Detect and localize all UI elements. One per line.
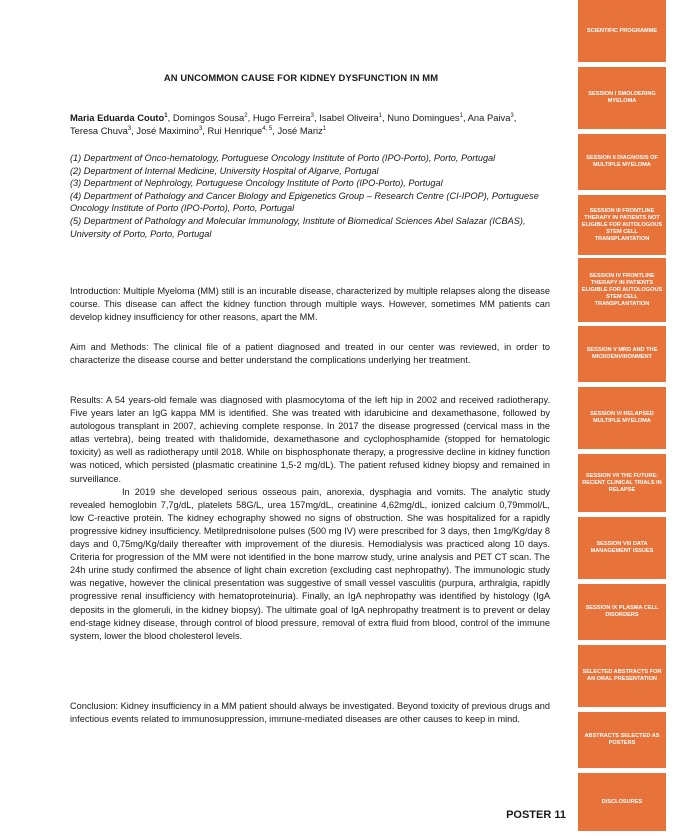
affiliation-item: (1) Department of Onco-hematology, Portuguese Oncology Institute of Porto (IPO-Porto), Porto, Portugal: [70, 153, 496, 163]
affiliation-item: (5) Department of Pathology and Molecular Immunology, Institute of Biomedical Sciences Abel Salazar (ICBAS), University of Porto, Porto, Portugal: [70, 215, 526, 239]
sidebar-item-abstracts-posters[interactable]: ABSTRACTS SELECTED AS POSTERS: [578, 712, 666, 768]
sidebar-item-disclosures[interactable]: DISCLOSURES: [578, 773, 666, 831]
results-paragraph: In 2019 she developed serious osseous pain, anorexia, dysphagia and vomits. The analytic study revealed hemoglobin 7,7g/dL, platelets 58G/L, urea 157mg/dL, creatinine 4,62mg/dL, ionized calcium 0,79mmol/L, low C-reactive protein. The kidney echography showed no signs of obstruction. She was hospitalized for a rapidly progressive kidney insufficiency. Metilprednisolone pulses (500 mg IV) were prescribed for 3 days, then 1mg/Kg/day 8 days and 0,75mg/Kg/daily thereafter with improvement of the diuresis. Hemodialysis was practiced along 10 days. Criteria for progression of the MM were not identified in the bone marrow study, urine analysis and PET CT scan. The 24h urine study confirmed the absence of light chain excretion (excluding cast nephropathy). The immunologic study was negative, however the clinical presentation was suggestive of small vessel vasculitis (purpura, arthralgia, rapidly progressive renal insufficiency with hematoproteinuria). Finally, an IgA nephropathy was identified by histology (IgA deposits in the glomeruli, in the kidney biopsy). The ultimate goal of IgA nephropathy treatment is to prevent or delay end-stage kidney disease, through control of blood pressure, removal of extra fluid from blood, control of the immune system, lower the blood cholesterol levels.: [70, 486, 550, 641]
sidebar-item-session-8[interactable]: SESSION VIII DATA MANAGEMENT ISSUES: [578, 517, 666, 579]
author-name: Domingos Sousa: [172, 112, 245, 123]
sidebar-item-session-9[interactable]: SESSION IX PLASMA CELL DISORDERS: [578, 584, 666, 640]
sidebar-item-session-5[interactable]: SESSION V MRD AND THE MICROENVIRONMENT: [578, 326, 666, 382]
introduction-paragraph: Introduction: Multiple Myeloma (MM) still is an incurable disease, characterized by multiple relapses along the disease course. This disease can affect the kidney function through multiple ways. However, sometimes MM patients can develop kidney insufficiency for other reasons, apart the MM.: [70, 286, 550, 323]
section-sidebar: [578, 0, 666, 836]
author-affiliation-mark: 2: [244, 112, 248, 119]
affiliation-item: (2) Department of Internal Medicine, University Hospital of Algarve, Portugal: [70, 165, 379, 176]
sidebar-item-session-6[interactable]: SESSION VI RELAPSED MULTIPLE MYELOMA: [578, 387, 666, 449]
author-affiliation-mark: 3: [198, 125, 203, 132]
aims-paragraph: Aim and Methods: The clinical file of a patient diagnosed and treated in our center was reviewed, in order to characterize the disease course and better understand the complications underlying her treatment.: [70, 342, 550, 366]
author-list: Maria Eduarda Couto$^1$, Domingos Sousa$^2$, Hugo Ferreira$^3$, Isabel Oliveira$^1$, Nuno Domingues$^1$, Ana Paiva$^3$, Teresa Chuva$^3$, José Maximino$^3$, Rui Henrique$^{4, 5}$, José Mariz$^1$: [70, 112, 517, 136]
author-affiliation-mark: 3: [510, 112, 514, 119]
sidebar-item-session-4[interactable]: SESSION IV FRONTLINE THERAPY IN PATIENTS ELIGIBLE FOR AUTOLOGOUS STEM CELL TRANSPLANTATION: [578, 258, 666, 322]
sidebar-item-session-2[interactable]: SESSION II DIAGNOSIS OF MULTIPLE MYELOMA: [578, 134, 666, 190]
author-name: Nuno Domingues: [387, 112, 460, 123]
author-affiliation-mark: 3: [310, 112, 314, 119]
results-section: [70, 394, 550, 643]
conclusion-paragraph: Conclusion: Kidney insufficiency in a MM patient should always be investigated. Beyond toxicity of previous drugs and infectious events related to immunosuppression, immune-mediated diseases are other causes to keep in mind.: [70, 701, 550, 725]
results-paragraph: Results: A 54 years-old female was diagnosed with plasmocytoma of the left hip in 2002 and received radiotherapy. Five years later an IgG kappa MM is identified. She was treated with idarubicine and dexamethasone, followed by autologous transplant in 2007, achieving complete response. In 2017 the disease progressed (cervical mass in the atlas vertebra), being treated with thalidomide, dexamethasone and cyclophosphamide (stopped for hematologic toxicity) as well as radiotherapy until 2018. While on bisphosphonate therapy, a progressive decline in kidney function was noticed, which persisted (plasmatic creatinine 1,5-2 mg/dL). The patient refused kidney biopsy and remained in surveillance.: [70, 395, 550, 484]
author-name: Hugo Ferreira: [252, 112, 311, 123]
author-affiliation-mark: 3: [127, 125, 132, 132]
author-name: José Mariz: [277, 125, 323, 136]
sidebar-item-selected-abstracts-oral[interactable]: SELECTED ABSTRACTS FOR AN ORAL PRESENTATION: [578, 645, 666, 707]
poster-label: POSTER 11: [506, 809, 566, 821]
author-name: Maria Eduarda Couto: [70, 112, 165, 123]
affiliation-item: (3) Department of Nephrology, Portuguese Oncology Institute of Porto (IPO-Porto), Portugal: [70, 178, 443, 189]
sidebar-item-session-3[interactable]: SESSION III FRONTLINE THERAPY IN PATIENTS NOT ELIGIBLE FOR AUTOLOGOUS STEM CELL TRANSPLANTATION: [578, 195, 666, 255]
author-name: José Maximino: [136, 125, 199, 136]
affiliation-list: [70, 152, 540, 240]
author-affiliation-mark: 1: [459, 112, 463, 119]
sidebar-item-scientific-programme[interactable]: SCIENTIFIC PROGRAMME: [578, 0, 666, 62]
author-name: Teresa Chuva: [70, 125, 128, 136]
sidebar-item-session-1[interactable]: SESSION I SMOLDERING MYELOMA: [578, 67, 666, 129]
author-affiliation-mark: 1: [322, 125, 327, 132]
author-affiliation-mark: 4, 5: [262, 125, 273, 132]
sidebar-item-session-7[interactable]: SESSION VII THE FUTURE: RECENT CLINICAL TRIALS IN RELAPSE: [578, 454, 666, 512]
author-affiliation-mark: 1: [378, 112, 382, 119]
abstract-title: AN UNCOMMON CAUSE FOR KIDNEY DYSFUNCTION IN MM: [163, 72, 439, 83]
author-affiliation-mark: 1: [164, 112, 168, 119]
author-name: Ana Paiva: [467, 112, 511, 123]
author-name: Rui Henrique: [207, 125, 263, 136]
affiliation-item: (4) Department of Pathology and Cancer Biology and Epigenetics Group – Research Centre (CI-IPOP), Portuguese Oncology Institute of Porto (IPO-Porto), Porto, Portugal: [70, 190, 539, 214]
author-name: Isabel Oliveira: [319, 112, 379, 123]
